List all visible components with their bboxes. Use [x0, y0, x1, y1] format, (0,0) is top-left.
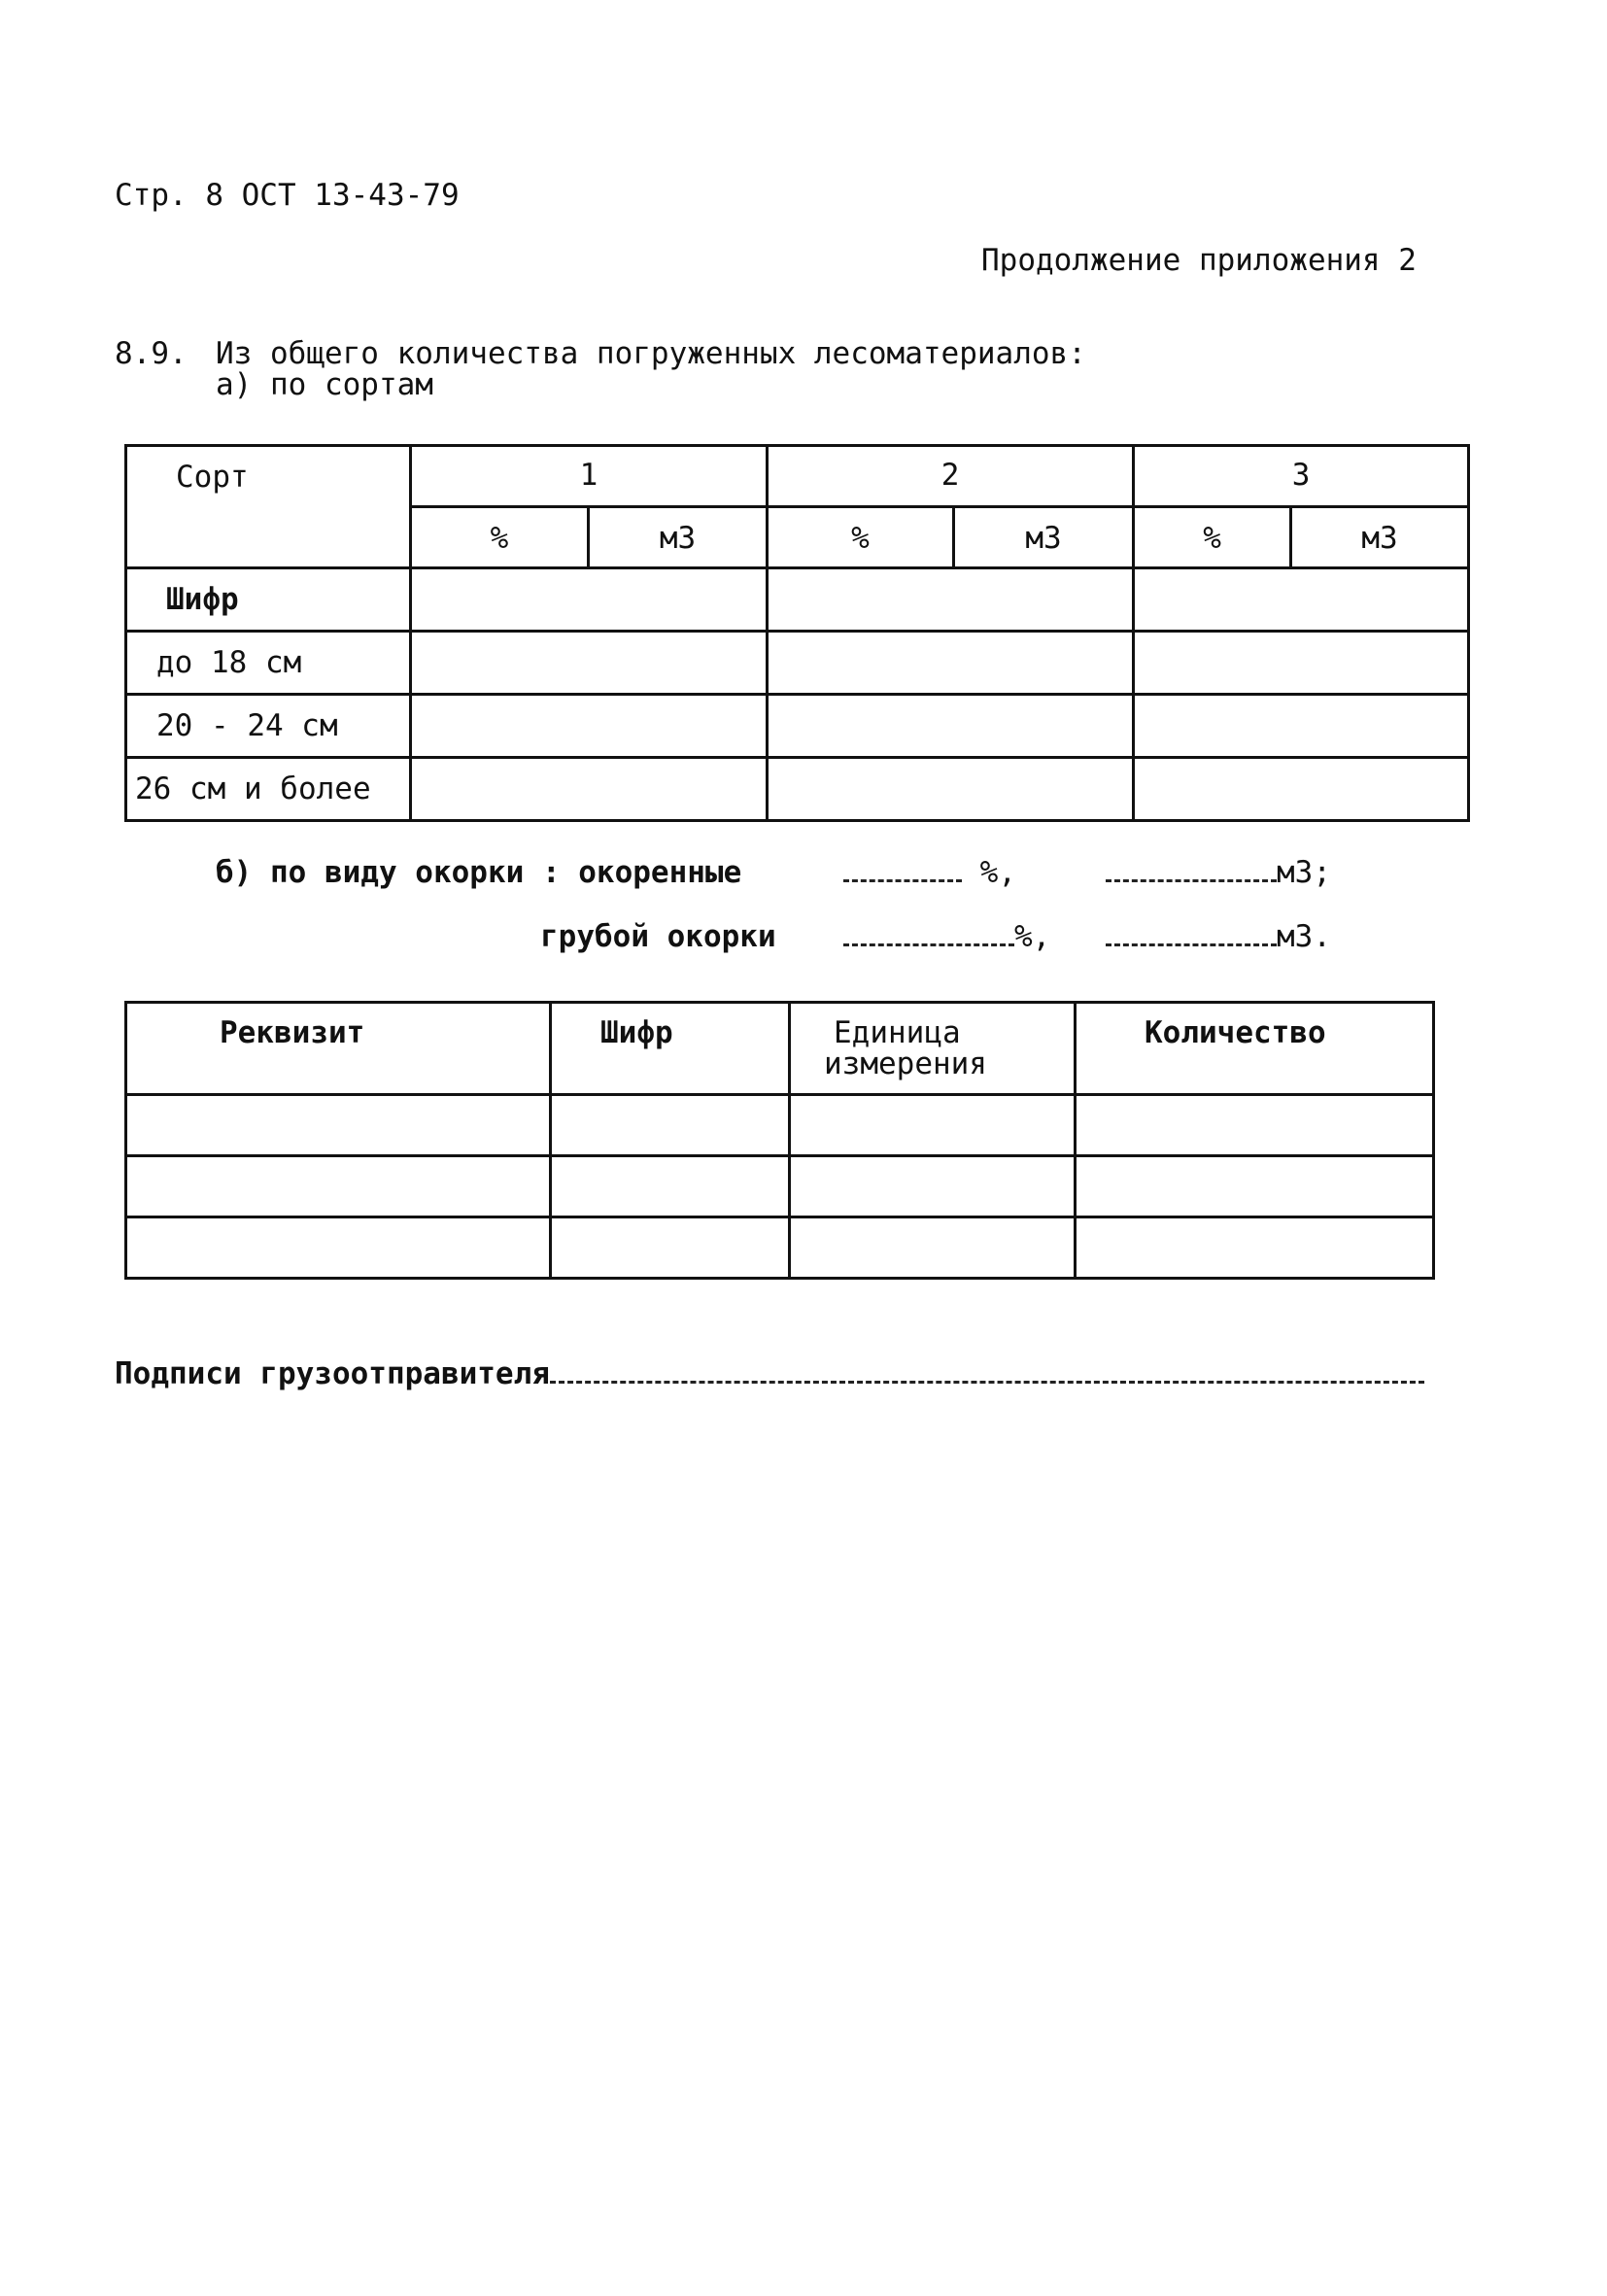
subitem-a-label: а) по сортам	[216, 367, 433, 402]
cell-empty	[768, 695, 1134, 758]
grade-group-3: 3	[1134, 446, 1469, 507]
table-row	[126, 568, 1469, 632]
header-unit	[790, 1003, 1076, 1095]
grade-corner-label: Сорт	[126, 446, 411, 568]
cell-empty	[411, 568, 768, 632]
requisites-header-row	[126, 1003, 1434, 1095]
fill-line	[1106, 943, 1277, 946]
header-requisite: Реквизит	[126, 1003, 551, 1095]
section-number: 8.9.	[115, 336, 188, 371]
table-row	[126, 1156, 1434, 1217]
row-label-26-plus: 26 см и более	[126, 758, 411, 821]
header-unit-line2: измерения	[824, 1046, 987, 1081]
signature-line	[115, 1356, 1424, 1391]
fill-line	[843, 943, 1014, 946]
table-row	[126, 758, 1469, 821]
debarked-percent-field	[843, 855, 1016, 890]
row-label-20-24: 20 - 24 см	[126, 695, 411, 758]
rough-debark-label: грубой окорки	[540, 919, 776, 954]
header-quantity: Количество	[1076, 1003, 1434, 1095]
rough-percent-field	[843, 919, 1050, 954]
percent-unit: %,	[979, 855, 1016, 890]
cell-empty	[790, 1095, 1076, 1156]
header-unit-line1: Единица	[834, 1015, 961, 1050]
cell-empty	[1134, 632, 1469, 695]
cell-empty	[1076, 1156, 1434, 1217]
cell-empty	[551, 1156, 790, 1217]
grade-group-1: 1	[411, 446, 768, 507]
cell-empty	[411, 695, 768, 758]
row-label-up-to-18: до 18 см	[126, 632, 411, 695]
rough-volume-field	[1106, 919, 1331, 954]
percent-unit: %,	[1014, 919, 1051, 954]
cell-empty	[126, 1095, 551, 1156]
grade-group-2: 2	[768, 446, 1134, 507]
table-row	[126, 1095, 1434, 1156]
cell-empty	[126, 1156, 551, 1217]
cell-empty	[790, 1156, 1076, 1217]
unit-percent-1: %	[411, 507, 589, 568]
cell-empty	[411, 632, 768, 695]
cell-empty	[126, 1217, 551, 1279]
unit-percent-3: %	[1134, 507, 1291, 568]
volume-unit: м3.	[1277, 919, 1331, 954]
cell-empty	[1134, 695, 1469, 758]
requisites-table	[124, 1001, 1435, 1280]
table-row	[126, 695, 1469, 758]
header-code: Шифр	[551, 1003, 790, 1095]
unit-volume-2: м3	[954, 507, 1134, 568]
cell-empty	[1076, 1095, 1434, 1156]
cell-empty	[768, 568, 1134, 632]
page-reference: Стр. 8 ОСТ 13-43-79	[115, 178, 460, 213]
cell-empty	[411, 758, 768, 821]
cell-empty	[551, 1095, 790, 1156]
unit-volume-1: м3	[589, 507, 768, 568]
row-label-code: Шифр	[126, 568, 411, 632]
signature-label: Подписи грузоотправителя	[115, 1356, 550, 1391]
table-row	[126, 632, 1469, 695]
table-row	[126, 1217, 1434, 1279]
cell-empty	[551, 1217, 790, 1279]
debarked-volume-field	[1106, 855, 1331, 890]
cell-empty	[790, 1217, 1076, 1279]
section-title: Из общего количества погруженных лесоматериалов:	[216, 336, 1086, 371]
cell-empty	[768, 632, 1134, 695]
grades-table	[124, 444, 1470, 822]
grades-header-row	[126, 446, 1469, 507]
cell-empty	[768, 758, 1134, 821]
signature-fill-line	[550, 1381, 1424, 1384]
cell-empty	[1076, 1217, 1434, 1279]
debarked-label: б) по виду окорки : окоренные	[216, 855, 742, 890]
volume-unit: м3;	[1277, 855, 1331, 890]
cell-empty	[1134, 568, 1469, 632]
cell-empty	[1134, 758, 1469, 821]
continuation-caption: Продолжение приложения 2	[981, 243, 1417, 278]
unit-percent-2: %	[768, 507, 954, 568]
fill-line	[843, 879, 962, 882]
fill-line	[1106, 879, 1277, 882]
unit-volume-3: м3	[1291, 507, 1469, 568]
